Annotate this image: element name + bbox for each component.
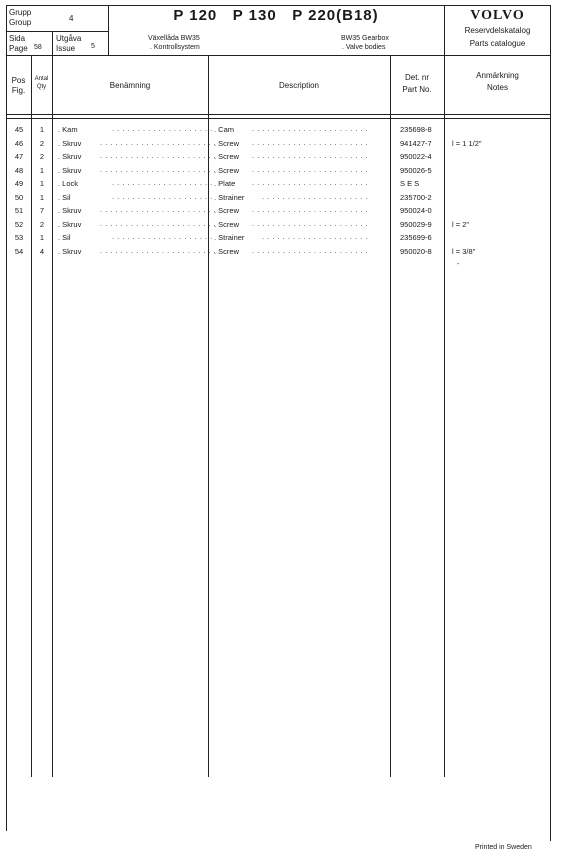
row-qty: 1	[39, 165, 45, 175]
row-qty: 1	[39, 125, 45, 134]
row-name-sv: . Sil	[58, 233, 71, 242]
col-anmarkning-label: Anmärkning	[476, 71, 519, 80]
col-qty-label: Qty	[36, 84, 47, 90]
group-value: 4	[69, 14, 74, 23]
row-name-sv: . Skruv	[58, 165, 82, 175]
sida-label: Sida	[9, 34, 26, 43]
dot-leader: . . . . . . . . . . . . . . . . . . . . . . .	[252, 151, 369, 160]
dot-leader: . . . . . . . . . . . . . . . . . . . . . . .	[252, 124, 369, 133]
dot-leader: . . . . . . . . . . . . . . . . . . . . . . .	[100, 205, 217, 214]
row-qty: 4	[39, 246, 45, 256]
section-sv-line1: Växellåda BW35	[148, 35, 200, 42]
row-part-no: 950026-5	[400, 165, 432, 175]
row-name-en: . Strainer	[214, 192, 245, 202]
dot-leader: . . . . . . . . . . . . . . . . . . . . .	[262, 232, 368, 241]
issue-value: 5	[91, 43, 95, 50]
col-header-pos	[6, 76, 31, 96]
row-note: l = 2"	[452, 219, 470, 229]
footer-printed: Printed in Sweden	[475, 844, 532, 851]
header-sep-sida	[52, 31, 53, 55]
row-note: l = 1 1/2"	[452, 138, 482, 148]
row-name-sv: . Lock	[58, 179, 79, 188]
border-right	[550, 5, 551, 841]
col-header-description: Description	[278, 81, 319, 90]
col-antal-label: Antal	[34, 76, 49, 82]
row-qty: 1	[39, 192, 45, 202]
header-bottom	[6, 55, 551, 56]
dot-leader: . . . . . . . . . . . . . . . . . . . . . . .	[252, 164, 369, 174]
dot-leader: . . . . . . . . . . . . . . . . . . . .	[112, 178, 213, 187]
catalog-en: Parts catalogue	[469, 39, 526, 48]
dot-leader: . . . . . . . . . . . . . . . . . . . .	[112, 191, 213, 201]
row-pos: 53	[14, 233, 24, 242]
row-part-no: 950029-9	[400, 219, 432, 229]
col-pos-label: Pos	[11, 76, 26, 85]
data-top-rule	[6, 118, 551, 119]
issue-label: Issue	[56, 44, 76, 53]
dot-leader: . . . . . . . . . . . . . . . . . . . . . . .	[100, 164, 217, 174]
section-sv-line2: . Kontrollsystem	[150, 44, 200, 51]
row-name-en: . Screw	[214, 152, 240, 161]
row-pos: 52	[14, 219, 24, 229]
row-note: l = 3/8"	[452, 246, 476, 256]
col-detnr-label: Det. nr	[404, 73, 429, 82]
col-sep-benamning	[208, 55, 209, 777]
row-name-en: . Screw	[214, 165, 240, 175]
row-part-no: S E S	[400, 179, 420, 188]
stray-mark: -	[457, 261, 460, 268]
dot-leader: . . . . . . . . . . . . . . . . . . . . . . .	[100, 245, 217, 255]
row-name-sv: . Skruv	[58, 152, 82, 161]
page-value: 58	[34, 44, 42, 51]
row-part-no: 235698-8	[400, 125, 432, 134]
row-name-sv: . Skruv	[58, 206, 82, 215]
dot-leader: . . . . . . . . . . . . . . . . . . . . . . .	[100, 218, 217, 228]
header-divider-left	[6, 31, 109, 32]
row-qty: 2	[39, 219, 45, 229]
col-sep-partno	[444, 55, 445, 777]
col-header-notes	[444, 71, 551, 93]
row-name-en: . Screw	[214, 219, 240, 229]
row-part-no: 950020-8	[400, 246, 432, 256]
row-name-sv: . Sil	[58, 192, 71, 202]
dot-leader: . . . . . . . . . . . . . . . . . . . . . . .	[100, 137, 217, 147]
col-header-partno	[390, 73, 444, 95]
row-qty: 1	[39, 179, 45, 188]
row-name-sv: . Skruv	[58, 138, 82, 148]
row-name-en: . Screw	[214, 246, 240, 256]
row-name-sv: . Skruv	[58, 219, 82, 229]
column-header-bottom	[6, 114, 551, 115]
row-pos: 54	[14, 246, 24, 256]
catalog-sv: Reservdelskatalog	[464, 26, 531, 35]
col-sep-qty	[52, 55, 53, 777]
col-sep-description	[390, 55, 391, 777]
row-part-no: 950024-0	[400, 206, 432, 215]
dot-leader: . . . . . . . . . . . . . . . . . . . .	[112, 124, 213, 133]
border-top	[6, 5, 551, 6]
col-partno-label: Part No.	[402, 85, 432, 94]
section-en-line2: . Valve bodies	[342, 44, 386, 51]
row-name-en: . Plate	[214, 179, 236, 188]
row-part-no: 235699-6	[400, 233, 432, 242]
row-name-en: . Cam	[214, 125, 235, 134]
row-pos: 50	[14, 192, 24, 202]
section-en-line1: BW35 Gearbox	[341, 35, 389, 42]
dot-leader: . . . . . . . . . . . . . . . . . . . . . . .	[252, 218, 369, 228]
row-pos: 45	[14, 125, 24, 134]
grupp-label: Grupp	[9, 8, 32, 17]
row-name-sv: . Skruv	[58, 246, 82, 256]
row-pos: 46	[14, 138, 24, 148]
dot-leader: . . . . . . . . . . . . . . . . . . . .	[112, 232, 213, 241]
row-name-en: . Screw	[214, 206, 240, 215]
border-left	[6, 5, 7, 831]
dot-leader: . . . . . . . . . . . . . . . . . . . . . . .	[252, 178, 369, 187]
dot-leader: . . . . . . . . . . . . . . . . . . . . . . .	[252, 137, 369, 147]
row-name-en: . Strainer	[214, 233, 245, 242]
row-qty: 1	[39, 233, 45, 242]
col-sep-pos	[31, 55, 32, 777]
col-header-qty	[31, 75, 52, 91]
row-qty: 7	[39, 206, 45, 215]
row-qty: 2	[39, 138, 45, 148]
col-notes-label: Notes	[487, 83, 508, 92]
row-pos: 49	[14, 179, 24, 188]
utgava-label: Utgåva	[56, 34, 82, 43]
dot-leader: . . . . . . . . . . . . . . . . . . . . . . .	[100, 151, 217, 160]
row-name-en: . Screw	[214, 138, 240, 148]
col-header-benamning: Benämning	[109, 81, 151, 90]
row-part-no: 941427-7	[400, 138, 432, 148]
page-label: Page	[9, 44, 28, 53]
row-part-no: 950022-4	[400, 152, 432, 161]
row-pos: 48	[14, 165, 24, 175]
group-label: Group	[9, 18, 32, 27]
models-title: P 120 P 130 P 220(B18)	[173, 7, 379, 24]
row-qty: 2	[39, 152, 45, 161]
col-fig-label: Fig.	[11, 86, 26, 95]
row-name-sv: . Kam	[58, 125, 78, 134]
row-pos: 47	[14, 152, 24, 161]
row-pos: 51	[14, 206, 24, 215]
volvo-logo: VOLVO	[470, 8, 525, 23]
dot-leader: . . . . . . . . . . . . . . . . . . . . .	[262, 191, 368, 201]
dot-leader: . . . . . . . . . . . . . . . . . . . . . . .	[252, 205, 369, 214]
row-part-no: 235700-2	[400, 192, 432, 202]
dot-leader: . . . . . . . . . . . . . . . . . . . . . . .	[252, 245, 369, 255]
